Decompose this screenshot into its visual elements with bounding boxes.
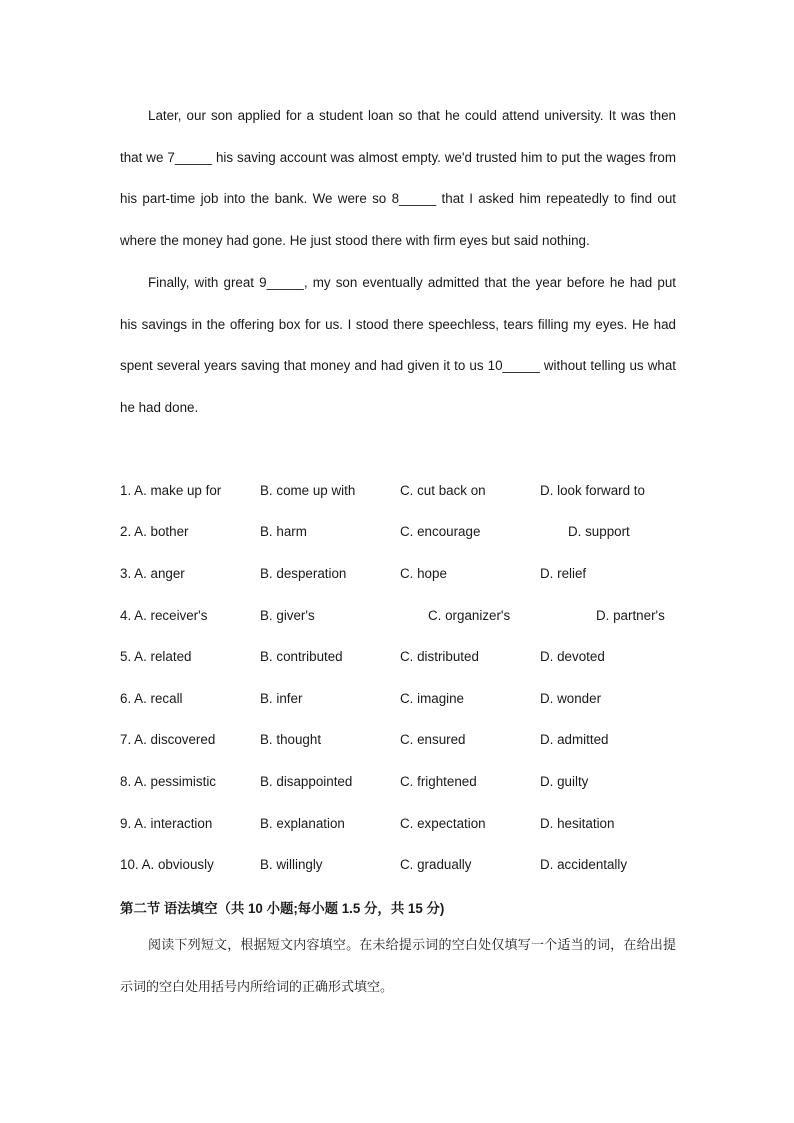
- option-b: B. come up with: [260, 483, 356, 498]
- option-d: D. wonder: [540, 691, 602, 706]
- option-c: C. encourage: [400, 524, 481, 539]
- option-c: C. cut back on: [400, 483, 486, 498]
- option-row: [0, 857, 794, 877]
- option-c: C. imagine: [400, 691, 465, 706]
- option-c: C. frightened: [400, 774, 477, 789]
- option-b: B. giver's: [260, 608, 315, 623]
- option-row: [0, 524, 794, 544]
- option-d: D. hesitation: [540, 816, 615, 831]
- option-b: B. disappointed: [260, 774, 353, 789]
- option-a: 1. A. make up for: [120, 483, 222, 498]
- option-a: 2. A. bother: [120, 524, 189, 539]
- option-row: [0, 608, 794, 628]
- option-a: 4. A. receiver's: [120, 608, 208, 623]
- option-row: [0, 774, 794, 794]
- option-row: [0, 732, 794, 752]
- option-b: B. willingly: [260, 857, 323, 872]
- option-d: D. admitted: [540, 732, 609, 747]
- option-a: 7. A. discovered: [120, 732, 216, 747]
- option-a: 3. A. anger: [120, 566, 185, 581]
- option-row: [0, 483, 794, 503]
- option-a: 9. A. interaction: [120, 816, 213, 831]
- option-d: D. accidentally: [540, 857, 628, 872]
- option-row: [0, 691, 794, 711]
- option-c: C. organizer's: [428, 608, 511, 623]
- option-b: B. thought: [260, 732, 322, 747]
- option-c: C. distributed: [400, 649, 479, 664]
- option-d: D. relief: [540, 566, 587, 581]
- option-a: 5. A. related: [120, 649, 192, 664]
- option-d: D. guilty: [540, 774, 589, 789]
- option-row: [0, 649, 794, 669]
- option-b: B. infer: [260, 691, 303, 706]
- option-b: B. contributed: [260, 649, 343, 664]
- option-row: [0, 566, 794, 586]
- option-b: B. explanation: [260, 816, 345, 831]
- passage-paragraph-1: Later, our son applied for a student loan so that he could attend university. It was then that we 7_____ his saving account was almost empty. we'd trusted him to put the wages from his part-time job into the bank. We were so 8_____ that I asked him repeatedly to find out where the money had gone. He just stood there with firm eyes but said nothing.: [120, 108, 676, 248]
- section-title: 第二节 语法填空（共 10 小题;每小题 1.5 分，共 15 分): [120, 901, 445, 916]
- passage-paragraph-2: Finally, with great 9_____, my son eventually admitted that the year before he had put his savings in the offering box for us. I stood there speechless, tears filling my eyes. He had spent several years saving that money and had given it to us 10_____ without telling us what he had done.: [120, 275, 676, 415]
- option-c: C. gradually: [400, 857, 472, 872]
- option-b: B. harm: [260, 524, 307, 539]
- option-c: C. hope: [400, 566, 447, 581]
- option-a: 6. A. recall: [120, 691, 183, 706]
- option-d: D. devoted: [540, 649, 605, 664]
- option-c: C. expectation: [400, 816, 486, 831]
- option-d: D. partner's: [596, 608, 665, 623]
- option-d: D. look forward to: [540, 483, 645, 498]
- section-instructions: 阅读下列短文，根据短文内容填空。在未给提示词的空白处仅填写一个适当的词，在给出提示词的空白处用括号内所给词的正确形式填空。: [120, 938, 676, 995]
- option-a: 8. A. pessimistic: [120, 774, 216, 789]
- option-a: 10. A. obviously: [120, 857, 214, 872]
- option-c: C. ensured: [400, 732, 466, 747]
- option-d: D. support: [568, 524, 630, 539]
- option-b: B. desperation: [260, 566, 347, 581]
- option-row: [0, 816, 794, 836]
